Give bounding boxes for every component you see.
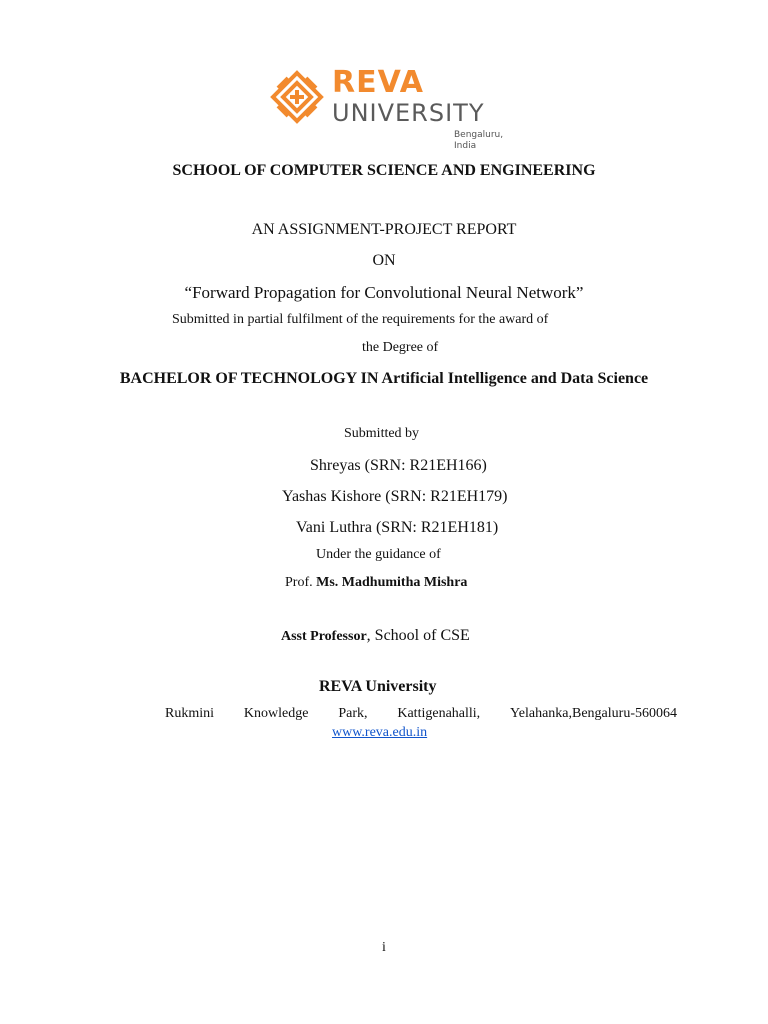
submitted-by-label: Submitted by bbox=[344, 426, 420, 441]
degree-line: the Degree of bbox=[362, 340, 439, 355]
logo-subtitle: UNIVERSITY bbox=[332, 99, 485, 127]
guide-prefix: Prof. bbox=[285, 575, 313, 590]
guide-name: Ms. Madhumitha Mishra bbox=[316, 575, 468, 590]
reva-knot-emblem-icon bbox=[270, 70, 324, 128]
logo-wordmark: REVA bbox=[332, 65, 424, 100]
university-name: REVA University bbox=[319, 678, 437, 695]
address-word: Yelahanka,Bengaluru-560064 bbox=[510, 706, 677, 721]
student-2: Yashas Kishore (SRN: R21EH179) bbox=[282, 488, 508, 505]
degree-heading bbox=[0, 370, 768, 388]
on-label: ON bbox=[372, 252, 396, 269]
student-1: Shreyas (SRN: R21EH166) bbox=[310, 457, 487, 474]
student-3: Vani Luthra (SRN: R21EH181) bbox=[296, 519, 499, 536]
reva-university-logo bbox=[270, 65, 504, 151]
address-word: Rukmini bbox=[165, 706, 215, 721]
page-number: i bbox=[382, 940, 386, 955]
submission-statement: Submitted in partial fulfilment of the requirements for the award of bbox=[172, 312, 549, 327]
address-word: Park, bbox=[338, 706, 368, 721]
guide-name-line bbox=[285, 575, 467, 591]
address-word: Knowledge bbox=[243, 706, 309, 721]
guide-department: , School of CSE bbox=[366, 627, 470, 644]
logo-location: Bengaluru, India bbox=[454, 130, 504, 151]
school-heading: SCHOOL OF COMPUTER SCIENCE AND ENGINEERING bbox=[172, 162, 596, 179]
website-link[interactable]: www.reva.edu.in bbox=[332, 725, 428, 740]
university-address bbox=[165, 706, 677, 722]
project-title: “Forward Propagation for Convolutional Neural Network” bbox=[184, 283, 584, 302]
report-type: AN ASSIGNMENT-PROJECT REPORT bbox=[251, 221, 517, 238]
address-word: Kattigenahalli, bbox=[397, 706, 481, 721]
degree-prefix: BACHELOR OF TECHNOLOGY IN bbox=[119, 370, 379, 387]
guidance-label: Under the guidance of bbox=[316, 547, 441, 562]
guide-role-line bbox=[281, 627, 470, 645]
guide-role: Asst Professor bbox=[281, 629, 367, 644]
degree-program: Artificial Intelligence and Data Science bbox=[381, 370, 649, 387]
